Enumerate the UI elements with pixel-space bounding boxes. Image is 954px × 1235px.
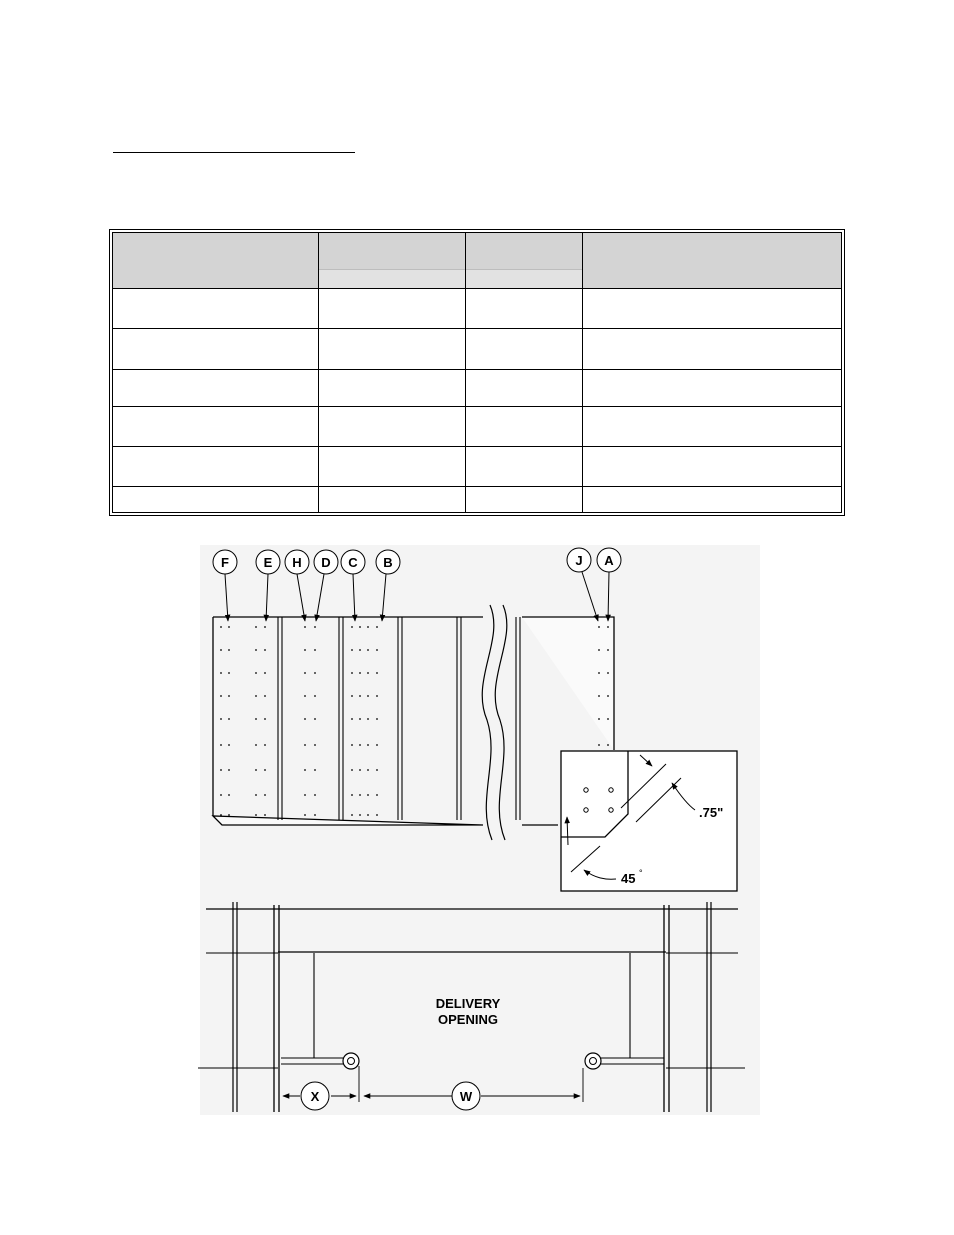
mounting-hole <box>351 626 353 628</box>
mounting-hole <box>359 718 361 720</box>
mounting-hole <box>228 649 230 651</box>
mounting-hole <box>314 672 316 674</box>
mounting-hole <box>220 626 222 628</box>
mounting-hole <box>367 695 369 697</box>
mounting-hole <box>367 672 369 674</box>
mounting-hole <box>220 794 222 796</box>
mounting-hole <box>376 814 378 816</box>
mounting-hole <box>220 649 222 651</box>
mounting-hole <box>264 794 266 796</box>
mounting-hole <box>228 672 230 674</box>
mounting-hole <box>376 649 378 651</box>
corner-detail-inset <box>561 751 737 891</box>
mounting-hole <box>314 649 316 651</box>
mounting-hole <box>255 769 257 771</box>
mounting-hole <box>351 672 353 674</box>
mounting-hole <box>598 649 600 651</box>
mounting-hole <box>220 769 222 771</box>
mounting-hole <box>376 794 378 796</box>
mounting-hole <box>376 626 378 628</box>
mounting-hole <box>598 744 600 746</box>
mounting-hole <box>314 769 316 771</box>
mounting-hole <box>314 695 316 697</box>
mounting-hole <box>314 814 316 816</box>
mounting-hole <box>598 718 600 720</box>
svg-text:D: D <box>321 555 331 570</box>
mounting-hole <box>359 744 361 746</box>
mounting-hole <box>264 695 266 697</box>
degree-mark: ° <box>639 868 643 878</box>
mounting-hole <box>228 626 230 628</box>
mounting-hole <box>228 718 230 720</box>
mounting-hole <box>264 744 266 746</box>
mounting-hole <box>351 695 353 697</box>
mounting-hole <box>255 672 257 674</box>
mounting-hole <box>367 814 369 816</box>
mounting-hole <box>255 695 257 697</box>
svg-text:E: E <box>263 555 273 570</box>
mounting-hole <box>351 744 353 746</box>
mounting-hole <box>607 695 609 697</box>
mounting-hole <box>607 649 609 651</box>
mounting-hole <box>359 814 361 816</box>
svg-text:H: H <box>292 555 302 570</box>
svg-text:F: F <box>221 555 229 570</box>
mounting-hole <box>255 814 257 816</box>
mounting-hole <box>367 794 369 796</box>
mounting-hole <box>367 718 369 720</box>
mounting-hole <box>264 814 266 816</box>
svg-text:W: W <box>459 1089 473 1104</box>
mounting-hole <box>367 626 369 628</box>
mounting-hole <box>359 626 361 628</box>
mounting-hole <box>351 649 353 651</box>
mounting-hole <box>304 814 306 816</box>
dimension-x <box>301 1082 329 1110</box>
mounting-hole <box>359 769 361 771</box>
mounting-hole <box>304 718 306 720</box>
mounting-hole <box>598 672 600 674</box>
mounting-hole <box>359 695 361 697</box>
mounting-hole <box>264 718 266 720</box>
opening-label-line1: DELIVERY <box>435 996 501 1011</box>
svg-text:A: A <box>604 553 614 568</box>
mounting-hole <box>228 814 230 816</box>
mounting-hole <box>359 794 361 796</box>
mounting-hole <box>255 718 257 720</box>
mounting-hole <box>264 672 266 674</box>
mounting-hole <box>228 695 230 697</box>
mounting-hole <box>376 718 378 720</box>
mounting-hole <box>255 794 257 796</box>
svg-text:C: C <box>348 555 358 570</box>
svg-text:B: B <box>383 555 393 570</box>
mounting-hole <box>314 794 316 796</box>
mounting-hole <box>304 626 306 628</box>
mounting-hole <box>255 744 257 746</box>
mounting-hole <box>314 744 316 746</box>
mounting-hole <box>228 769 230 771</box>
mounting-hole <box>264 626 266 628</box>
mounting-hole <box>598 626 600 628</box>
mounting-hole <box>304 794 306 796</box>
mounting-hole <box>376 695 378 697</box>
mounting-hole <box>359 672 361 674</box>
mounting-hole <box>376 672 378 674</box>
mounting-hole <box>351 769 353 771</box>
mounting-hole <box>607 626 609 628</box>
mounting-hole <box>304 649 306 651</box>
offset-dimension-label: .75" <box>699 805 724 820</box>
mounting-hole <box>220 695 222 697</box>
mounting-hole <box>304 695 306 697</box>
mounting-hole <box>607 672 609 674</box>
mounting-hole <box>304 672 306 674</box>
mounting-hole <box>351 794 353 796</box>
mounting-hole <box>607 744 609 746</box>
mounting-hole <box>367 744 369 746</box>
mounting-hole <box>228 794 230 796</box>
mounting-hole <box>367 769 369 771</box>
mounting-hole <box>376 769 378 771</box>
mounting-hole <box>351 718 353 720</box>
mounting-hole <box>607 718 609 720</box>
mounting-hole <box>220 814 222 816</box>
mounting-hole <box>367 649 369 651</box>
mounting-hole <box>220 718 222 720</box>
mounting-hole <box>220 744 222 746</box>
mounting-hole <box>228 744 230 746</box>
mounting-hole <box>255 649 257 651</box>
angle-dimension-label: 45 <box>621 871 636 886</box>
mounting-hole <box>314 626 316 628</box>
mounting-hole <box>255 626 257 628</box>
svg-text:J: J <box>575 553 583 568</box>
mounting-hole <box>220 672 222 674</box>
mounting-hole <box>264 649 266 651</box>
mounting-hole <box>304 769 306 771</box>
mounting-hole <box>359 649 361 651</box>
dimension-w <box>452 1082 480 1110</box>
svg-text:X: X <box>310 1089 320 1104</box>
mounting-hole <box>351 814 353 816</box>
mounting-hole <box>264 769 266 771</box>
mounting-hole <box>598 695 600 697</box>
opening-label-line2: OPENING <box>438 1012 498 1027</box>
mounting-hole <box>304 744 306 746</box>
mounting-hole <box>376 744 378 746</box>
mounting-hole <box>314 718 316 720</box>
